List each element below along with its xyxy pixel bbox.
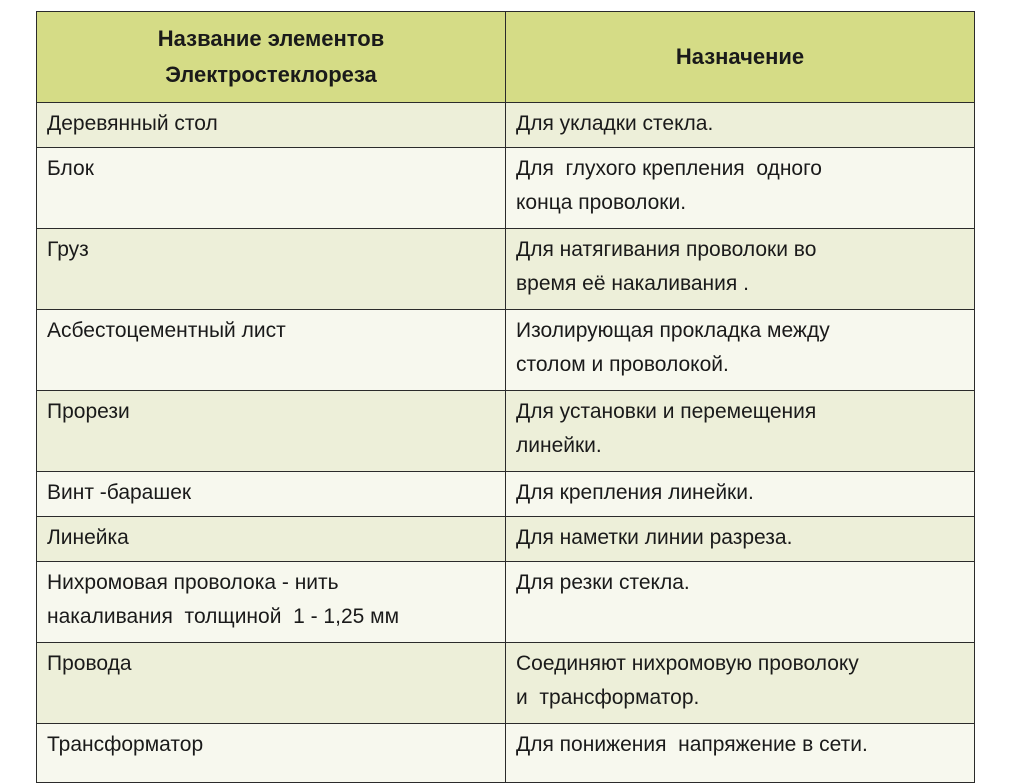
header-purpose: Назначение xyxy=(506,12,975,103)
table-row xyxy=(37,562,975,643)
table-row xyxy=(37,391,975,472)
table-row xyxy=(37,643,975,724)
cell-purpose: Для установки и перемещения линейки. xyxy=(506,391,975,472)
elements-table-container xyxy=(36,11,974,783)
table-header-row xyxy=(37,12,975,103)
cell-purpose: Для понижения напряжение в сети. xyxy=(506,724,975,783)
cell-element-name: Провода xyxy=(37,643,506,724)
cell-purpose: Для натягивания проволоки во время её накаливания . xyxy=(506,229,975,310)
cell-element-name: Груз xyxy=(37,229,506,310)
elements-table xyxy=(36,11,975,783)
cell-element-name: Блок xyxy=(37,148,506,229)
cell-element-name: Линейка xyxy=(37,517,506,562)
cell-element-name: Нихромовая проволока - нить накаливания толщиной 1 - 1,25 мм xyxy=(37,562,506,643)
cell-purpose: Для крепления линейки. xyxy=(506,472,975,517)
cell-purpose: Для наметки линии разреза. xyxy=(506,517,975,562)
cell-element-name: Прорези xyxy=(37,391,506,472)
cell-element-name: Винт -барашек xyxy=(37,472,506,517)
cell-purpose: Для глухого крепления одного конца проволоки. xyxy=(506,148,975,229)
cell-element-name: Деревянный стол xyxy=(37,103,506,148)
table-row xyxy=(37,310,975,391)
table-row xyxy=(37,103,975,148)
cell-element-name: Трансформатор xyxy=(37,724,506,783)
header-element-name: Название элементов Электростеклореза xyxy=(37,12,506,103)
table-row xyxy=(37,229,975,310)
cell-purpose: Для укладки стекла. xyxy=(506,103,975,148)
cell-purpose: Соединяют нихромовую проволоку и трансформатор. xyxy=(506,643,975,724)
table-row xyxy=(37,472,975,517)
cell-purpose: Для резки стекла. xyxy=(506,562,975,643)
cell-purpose: Изолирующая прокладка между столом и проволокой. xyxy=(506,310,975,391)
table-row xyxy=(37,517,975,562)
table-row xyxy=(37,148,975,229)
table-row xyxy=(37,724,975,783)
cell-element-name: Асбестоцементный лист xyxy=(37,310,506,391)
